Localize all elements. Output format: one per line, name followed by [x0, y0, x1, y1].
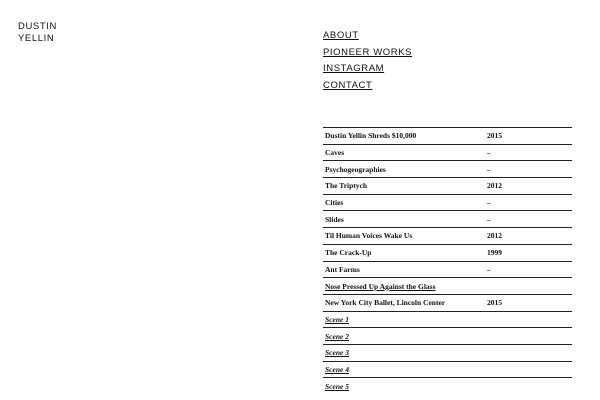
table-row[interactable] — [323, 211, 572, 228]
work-title[interactable]: New York City Ballet, Lincoln Center — [325, 298, 446, 308]
site-logo[interactable] — [18, 21, 57, 45]
table-row[interactable] — [323, 178, 572, 195]
work-year: – — [487, 164, 491, 174]
nav-link-about[interactable]: ABOUT — [323, 30, 359, 41]
table-row[interactable] — [323, 344, 572, 361]
scene-link[interactable]: Scene 3 — [325, 348, 349, 358]
work-year: – — [487, 214, 491, 224]
work-year: – — [487, 198, 491, 208]
table-row[interactable] — [323, 361, 572, 378]
nav-item-pioneer-works — [323, 45, 412, 62]
work-year — [487, 344, 572, 361]
table-row[interactable] — [323, 328, 572, 345]
work-year: 2015 — [487, 131, 502, 141]
scene-link[interactable]: Scene 4 — [325, 364, 349, 374]
work-year: 2012 — [487, 181, 502, 191]
work-title[interactable]: Til Human Voices Wake Us — [325, 231, 413, 241]
logo-line-last: YELLIN — [18, 33, 55, 44]
table-row[interactable] — [323, 194, 572, 211]
work-title[interactable]: Psychogeographies — [325, 164, 386, 174]
work-year — [487, 278, 572, 295]
scene-link[interactable]: Scene 2 — [325, 331, 349, 341]
work-title[interactable]: The Triptych — [325, 181, 368, 191]
nav-link-contact[interactable]: CONTACT — [323, 80, 373, 92]
scene-link[interactable]: Scene 5 — [325, 381, 349, 391]
scene-link[interactable]: Scene 1 — [325, 314, 349, 324]
table-row[interactable] — [323, 294, 572, 311]
table-row[interactable] — [323, 161, 572, 178]
table-row[interactable] — [323, 128, 572, 145]
work-year — [487, 311, 572, 328]
nav-item-contact — [323, 78, 412, 95]
work-title[interactable]: Ant Farms — [325, 264, 360, 274]
works-table — [323, 127, 572, 395]
work-title[interactable]: The Crack-Up — [325, 248, 372, 258]
work-title[interactable]: Slides — [325, 214, 344, 224]
table-row[interactable] — [323, 244, 572, 261]
table-row[interactable] — [323, 261, 572, 278]
work-year: 2012 — [487, 231, 502, 241]
main-nav — [323, 28, 412, 95]
work-title-link[interactable]: Nose Pressed Up Against the Glass — [325, 281, 436, 291]
logo-line-first: DUSTIN — [18, 21, 57, 32]
work-title[interactable]: Caves — [325, 148, 345, 158]
work-year — [487, 378, 572, 395]
work-year: – — [487, 264, 491, 274]
nav-link-pioneer-works[interactable]: PIONEER WORKS — [323, 46, 413, 58]
nav-item-about — [323, 28, 412, 45]
work-year: – — [487, 148, 491, 158]
work-year: 2015 — [487, 298, 502, 308]
work-year — [487, 361, 572, 378]
work-year — [487, 328, 572, 345]
table-row[interactable] — [323, 278, 572, 295]
table-row[interactable] — [323, 228, 572, 245]
work-title[interactable]: Cities — [325, 198, 344, 208]
table-row[interactable] — [323, 378, 572, 395]
nav-link-instagram[interactable]: INSTAGRAM — [323, 63, 385, 75]
work-year: 1999 — [487, 248, 502, 258]
table-row[interactable] — [323, 144, 572, 161]
work-title[interactable]: Dustin Yellin Shreds $10,000 — [325, 131, 417, 141]
table-row[interactable] — [323, 311, 572, 328]
nav-item-instagram — [323, 61, 412, 78]
